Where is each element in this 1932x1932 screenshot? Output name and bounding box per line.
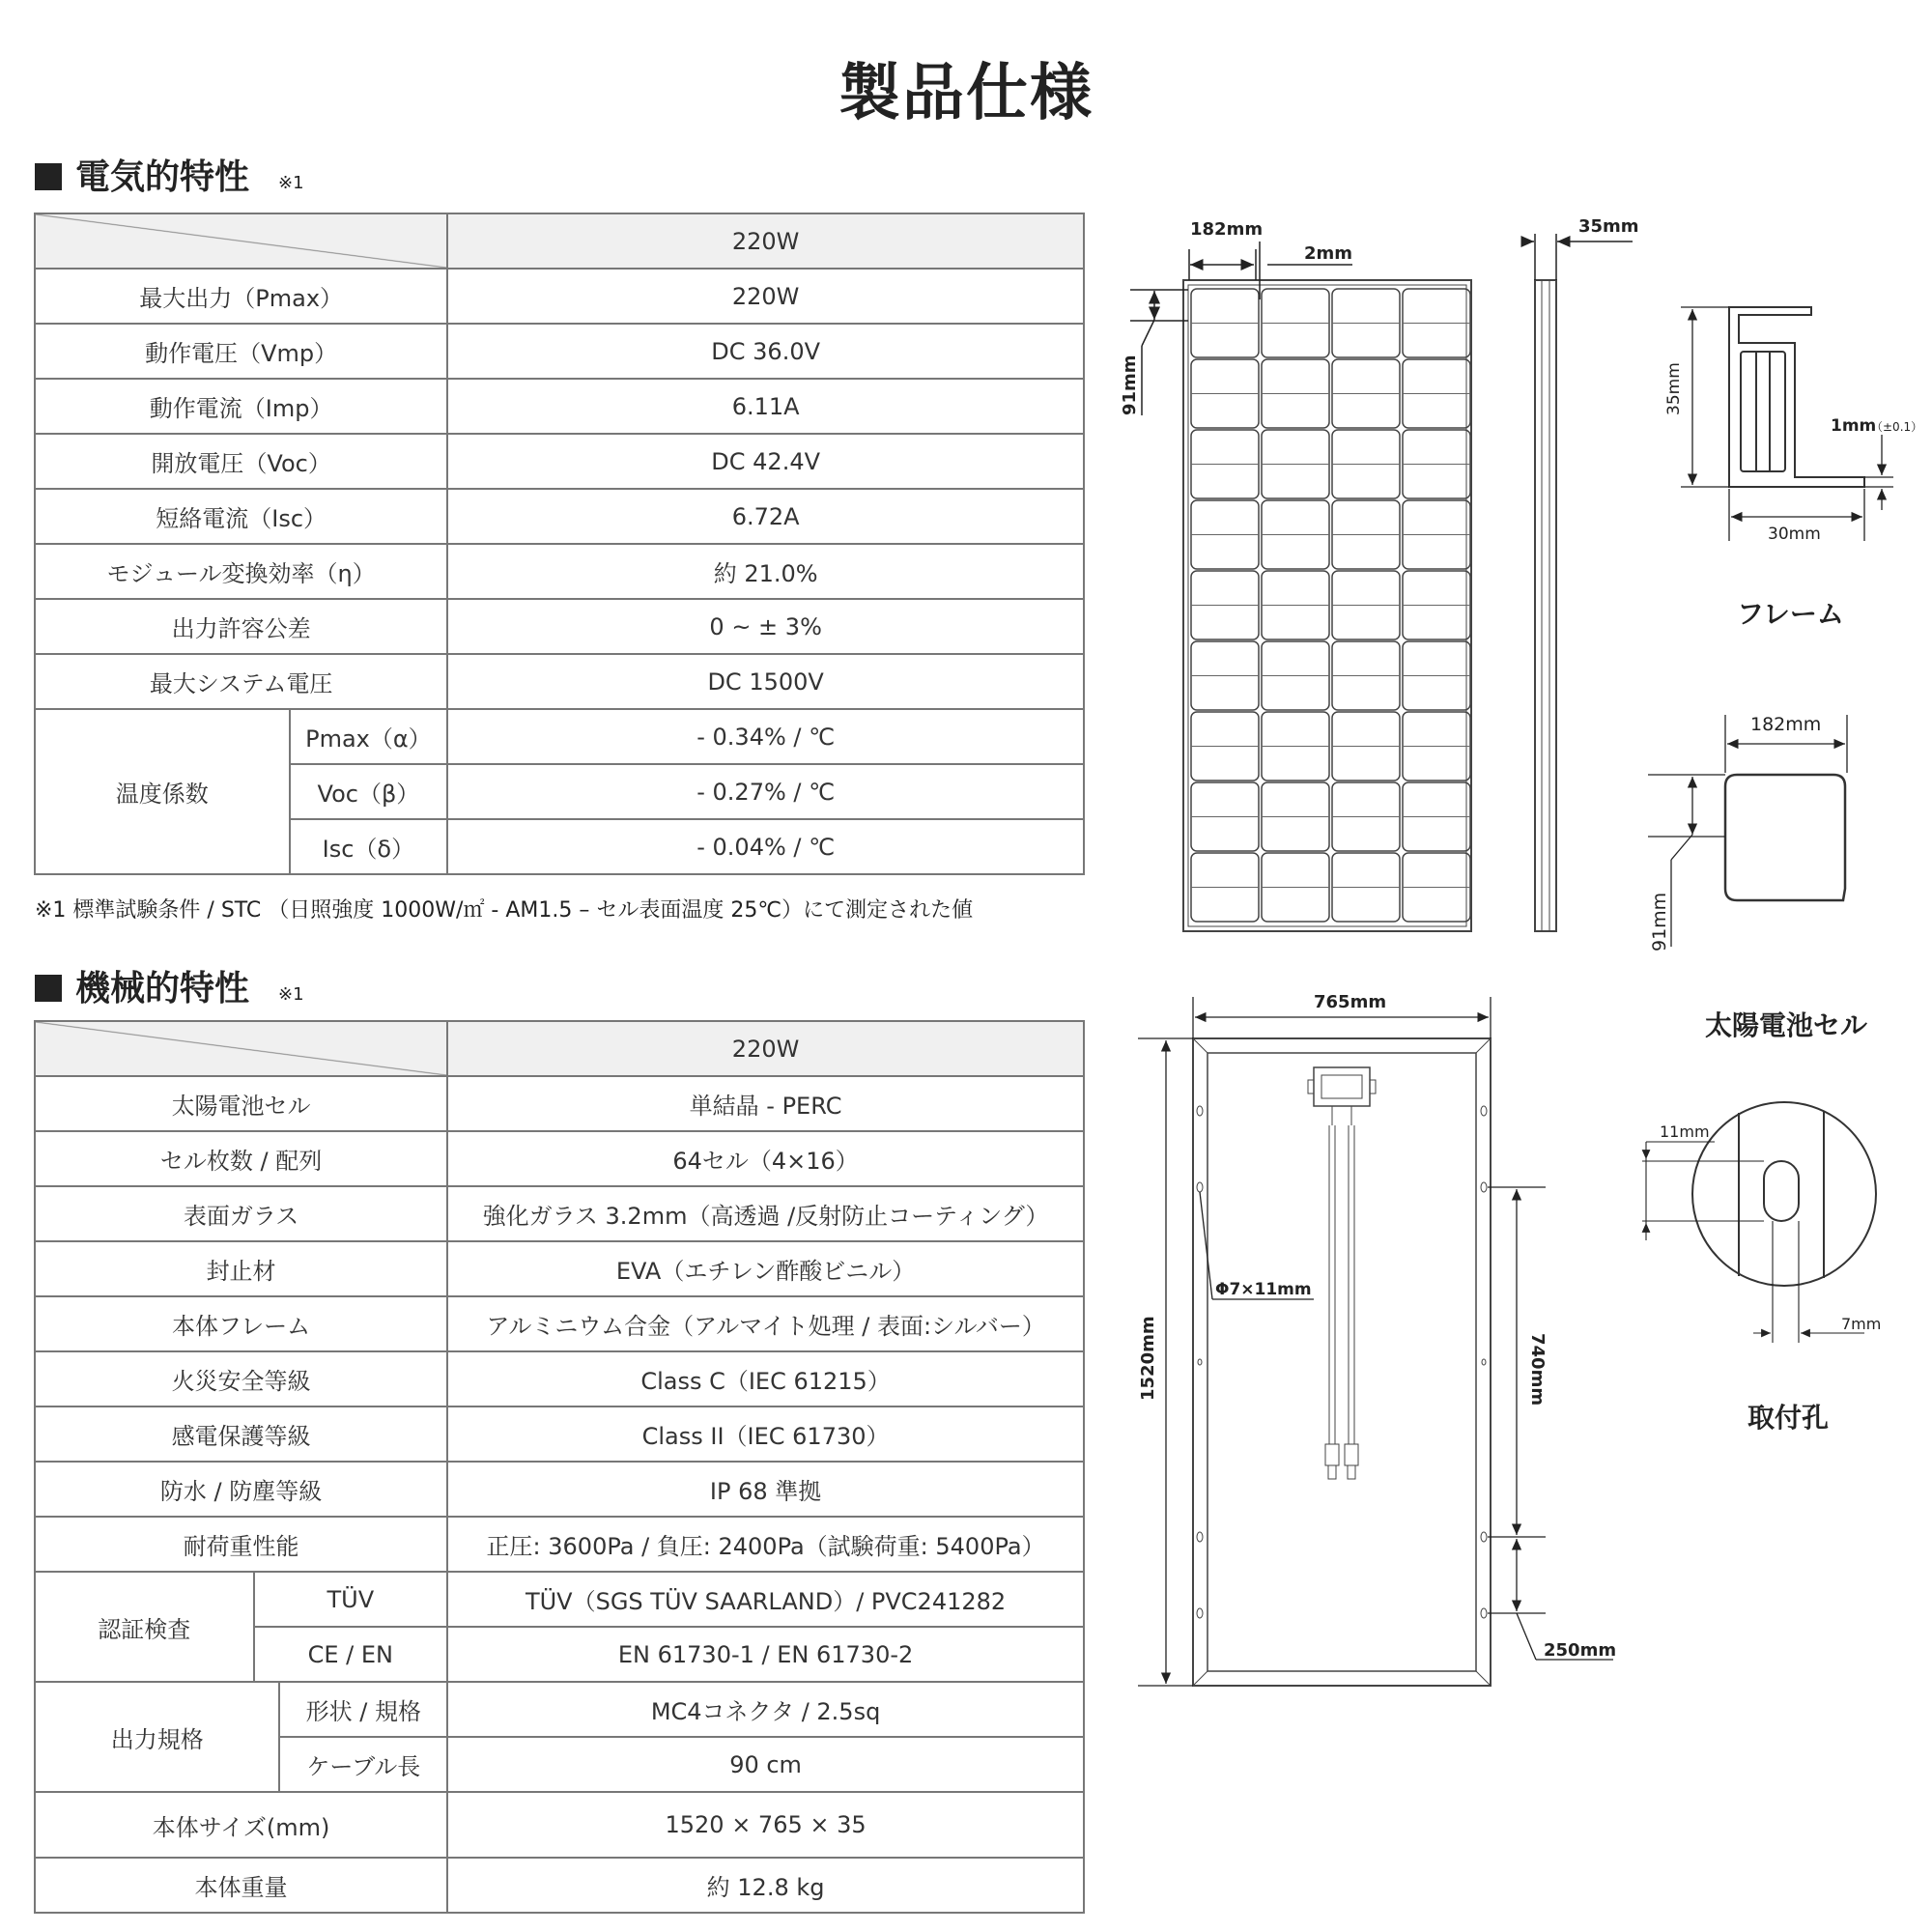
panel-cell [1332, 571, 1400, 639]
table-row: 最大システム電圧 DC 1500V [35, 654, 1084, 709]
table-row: CE / EN EN 61730-1 / EN 61730-2 [35, 1627, 1084, 1682]
panel-cell [1403, 853, 1470, 922]
panel-cell [1332, 853, 1400, 922]
table-row: セル枚数 / 配列 64セル（4×16） [35, 1131, 1084, 1186]
panel-cell [1332, 359, 1400, 428]
dim-cell-width: 182mm [1190, 219, 1264, 240]
side-dimensions [1522, 234, 1633, 280]
table-row: 出力許容公差 0 ~ ± 3% [35, 599, 1084, 654]
panel-cell [1191, 782, 1259, 851]
hole-caption: 取付孔 [1747, 1402, 1830, 1434]
corner-cell [35, 213, 447, 269]
panel-cell [1191, 853, 1259, 922]
back-panel-diagram [1193, 1038, 1491, 1686]
table-row: 本体サイズ(mm) 1520 × 765 × 35 [35, 1792, 1084, 1858]
dim-frame-tolerance: （±0.1） [1871, 420, 1923, 434]
dim-gap: 2mm [1304, 243, 1353, 264]
dim-frame-lip: 1mm [1831, 416, 1877, 436]
panel-cell [1332, 712, 1400, 781]
panel-cell [1262, 712, 1329, 781]
table-row: 出力規格 形状 / 規格 MC4コネクタ / 2.5sq [35, 1682, 1084, 1737]
panel-cell [1403, 782, 1470, 851]
note-mark: ※1 [278, 173, 304, 193]
dim-back-height: 1520mm [1138, 1316, 1158, 1401]
panel-cell [1262, 641, 1329, 710]
panel-cell [1332, 289, 1400, 357]
hole-dimensions [1642, 1142, 1864, 1343]
footnote: ※1 標準試験条件 / STC （日照強度 1000W/㎡ - AM1.5 – セル表面温度 25℃）にて測定された値 [35, 898, 974, 923]
table-row: 感電保護等級 Class II（IEC 61730） [35, 1406, 1084, 1462]
panel-cell [1191, 289, 1259, 357]
panel-cell [1403, 359, 1470, 428]
panel-cell [1403, 571, 1470, 639]
table-row: 火災安全等級 Class C（IEC 61215） [35, 1351, 1084, 1406]
panel-cell [1191, 430, 1259, 498]
panel-cell [1403, 641, 1470, 710]
panel-cell [1403, 289, 1470, 357]
panel-cell [1191, 359, 1259, 428]
table-row: 表面ガラス 強化ガラス 3.2mm（高透過 /反射防止コーティング） [35, 1186, 1084, 1241]
table-row: 耐荷重性能 正圧: 3600Pa / 負圧: 2400Pa（試験荷重: 5400Pa） [35, 1517, 1084, 1572]
table-row: 短絡電流（Isc） 6.72A [35, 489, 1084, 544]
dim-hole-height: 11mm [1660, 1122, 1710, 1141]
table-row: 本体重量 約 12.8 kg [35, 1858, 1084, 1913]
front-panel-diagram [1183, 280, 1471, 931]
panel-cell [1262, 289, 1329, 357]
table-row: Isc（δ） - 0.04% / ℃ [35, 819, 1084, 874]
panel-cell [1191, 641, 1259, 710]
panel-cell [1403, 712, 1470, 781]
table-row: 最大出力（Pmax） 220W [35, 269, 1084, 324]
panel-cell [1262, 500, 1329, 569]
back-dimensions [1138, 997, 1613, 1686]
model-header: 220W [447, 1021, 1084, 1076]
panel-cell [1262, 853, 1329, 922]
table-row: Voc（β） - 0.27% / ℃ [35, 764, 1084, 819]
mechanical-heading: 機械的特性 ※1 [35, 961, 304, 1010]
table-row: 開放電圧（Voc） DC 42.4V [35, 434, 1084, 489]
dim-cellbox-width: 182mm [1750, 714, 1822, 735]
square-bullet-icon [35, 163, 62, 190]
panel-cell [1191, 500, 1259, 569]
square-bullet-icon [35, 975, 62, 1002]
table-row: 温度係数 Pmax（α） - 0.34% / ℃ [35, 709, 1084, 764]
frame-caption: フレーム [1737, 598, 1844, 630]
panel-cell [1332, 782, 1400, 851]
table-row: 動作電圧（Vmp） DC 36.0V [35, 324, 1084, 379]
mechanical-table [34, 1020, 1085, 1914]
page-title: 製品仕様 [838, 58, 1094, 129]
dim-hole-span: 740mm [1527, 1333, 1548, 1406]
dim-back-width: 765mm [1314, 992, 1387, 1012]
side-profile-diagram [1535, 280, 1556, 931]
table-row: モジュール変換効率（η） 約 21.0% [35, 544, 1084, 599]
table-row: 太陽電池セル 単結晶 - PERC [35, 1076, 1084, 1131]
panel-cell [1191, 712, 1259, 781]
dim-frame-height: 35mm [1664, 362, 1684, 415]
panel-cell [1332, 500, 1400, 569]
table-row: 防水 / 防塵等級 IP 68 準拠 [35, 1462, 1084, 1517]
mounting-hole-diagram [1692, 1102, 1876, 1286]
dim-hole-width: 7mm [1841, 1315, 1882, 1333]
single-cell-diagram [1725, 775, 1845, 900]
front-dimensions [1130, 242, 1352, 415]
panel-cell [1403, 430, 1470, 498]
table-row: 認証検査 TÜV TÜV（SGS TÜV SAARLAND）/ PVC241282 [35, 1572, 1084, 1627]
panel-cell [1262, 430, 1329, 498]
dim-cell-height: 91mm [1120, 355, 1140, 415]
corner-cell [35, 1021, 447, 1076]
table-row: 本体フレーム アルミニウム合金（アルマイト処理 / 表面:シルバー） [35, 1296, 1084, 1351]
model-header: 220W [447, 213, 1084, 269]
dim-edge-distance: 250mm [1544, 1640, 1617, 1661]
dim-thickness: 35mm [1578, 216, 1639, 237]
panel-cell [1403, 500, 1470, 569]
panel-cell [1262, 782, 1329, 851]
panel-cell [1191, 571, 1259, 639]
dim-cellbox-height: 91mm [1649, 892, 1670, 952]
panel-cell [1262, 359, 1329, 428]
table-row: 封止材 EVA（エチレン酢酸ビニル） [35, 1241, 1084, 1296]
electrical-heading: 電気的特性 ※1 [35, 150, 304, 199]
panel-cell [1332, 430, 1400, 498]
dim-frame-width: 30mm [1768, 525, 1821, 544]
table-row: ケーブル長 90 cm [35, 1737, 1084, 1792]
panel-cell [1332, 641, 1400, 710]
cell-caption: 太陽電池セル [1705, 1009, 1868, 1041]
cell-dimensions [1648, 715, 1847, 947]
frame-dimensions [1681, 307, 1893, 541]
cell-grid [1191, 289, 1470, 922]
panel-cell [1262, 571, 1329, 639]
note-mark: ※1 [278, 984, 304, 1005]
frame-profile-diagram [1729, 307, 1864, 487]
table-row: 動作電流（Imp） 6.11A [35, 379, 1084, 434]
dim-hole-size: Φ7×11mm [1215, 1280, 1312, 1299]
electrical-table [34, 213, 1085, 875]
